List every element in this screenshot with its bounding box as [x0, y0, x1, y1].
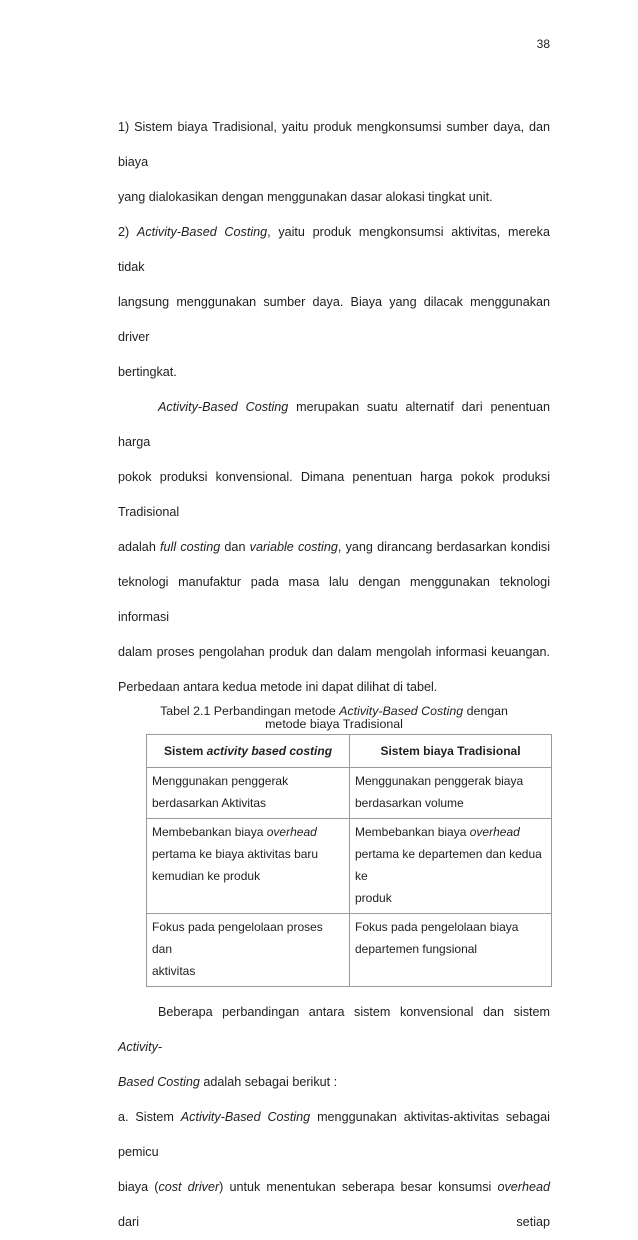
row1-left-line2: berdasarkan Aktivitas [152, 796, 267, 810]
row1-right-line1: Menggunakan penggerak biaya [355, 774, 524, 788]
row2-left-line1 [152, 821, 344, 843]
table-caption [118, 705, 550, 731]
para2-term: Activity-Based Costing [136, 225, 268, 239]
page-number: 38 [536, 37, 550, 51]
para3-line3-c: , yang dirancang berdasarkan kondisi [337, 540, 551, 554]
para5-line2-a: biaya ( [118, 1180, 159, 1194]
row2-right-line1-a: Membebankan biaya [355, 825, 470, 839]
caption-a: Tabel 2.1 Perbandingan metode [160, 704, 340, 718]
row3-right-line1: Fokus pada pengelolaan biaya [355, 920, 519, 934]
para2-line2: langsung menggunakan sumber daya. Biaya yang dilacak menggunakan driver [118, 295, 550, 344]
row2-left-term: overhead [266, 825, 317, 839]
row2-traditional-cell [350, 819, 552, 914]
para3-line3-a: adalah [118, 540, 161, 554]
table-row [147, 819, 552, 914]
row1-right-line2: berdasarkan volume [355, 796, 464, 810]
para3-term: Activity-Based Costing [158, 400, 289, 414]
row2-right-line3: produk [355, 891, 392, 905]
table-header-row [147, 735, 552, 768]
row2-abc-cell [147, 819, 350, 914]
para4-line1-term: Activity- [118, 1040, 163, 1054]
para5-term: Activity-Based Costing [180, 1110, 311, 1124]
para1-line2: yang dialokasikan dengan menggunakan dasar alokasi tingkat unit. [118, 190, 493, 204]
row3-abc-cell [147, 914, 350, 987]
para3-line6: Perbedaan antara kedua metode ini dapat dilihat di tabel. [118, 680, 438, 694]
para3-line1-rest: merupakan suatu alternatif dari penentuan harga [118, 400, 550, 449]
para4-line1-a: Beberapa perbandingan antara sistem konvensional dan sistem [158, 1005, 550, 1019]
row3-traditional-cell [350, 914, 552, 987]
para3-line1 [118, 390, 550, 460]
para5-line2 [118, 1170, 550, 1240]
para2-line3: bertingkat. [118, 365, 177, 379]
para5-term-overhead: overhead [497, 1180, 550, 1194]
caption-term: Activity-Based Costing [339, 704, 464, 718]
para4-line2 [118, 1065, 550, 1100]
para3-term-variable-costing: variable costing [249, 540, 338, 554]
row2-right-term: overhead [469, 825, 520, 839]
row2-right-line1 [355, 821, 546, 843]
para3-line5: dalam proses pengolahan produk dan dalam mengolah informasi keuangan. [118, 645, 550, 659]
para5-term-cost-driver: cost driver [158, 1180, 220, 1194]
para2-line1 [118, 215, 550, 285]
para3-line2: pokok produksi konvensional. Dimana penentuan harga pokok produksi Tradisional [118, 470, 550, 519]
para5-line2-b: ) untuk menentukan seberapa besar konsumsi [219, 1180, 498, 1194]
caption-b: dengan metode biaya Tradisional [265, 704, 508, 731]
header-traditional: Sistem biaya Tradisional [350, 735, 552, 768]
para3-line3 [118, 530, 550, 565]
para5-line1-rest: menggunakan aktivitas-aktivitas sebagai pemicu [118, 1110, 550, 1159]
para3-line3-b: dan [220, 540, 250, 554]
para4-line2-rest: adalah sebagai berikut : [199, 1075, 338, 1089]
para1-line1: 1) Sistem biaya Tradisional, yaitu produk mengkonsumsi sumber daya, dan biaya [118, 120, 550, 169]
table-row [147, 768, 552, 819]
row3-left-line2: aktivitas [152, 964, 196, 978]
header-abc-a: Sistem [163, 744, 207, 758]
row2-left-line3: kemudian ke produk [152, 869, 261, 883]
page-body [118, 110, 550, 1240]
header-abc [147, 735, 350, 768]
row2-right-line2: pertama ke departemen dan kedua ke [355, 847, 542, 883]
table-row [147, 914, 552, 987]
row1-abc-cell [147, 768, 350, 819]
row1-traditional-cell [350, 768, 552, 819]
after-table-section [118, 995, 550, 1240]
header-abc-term: activity based costing [206, 744, 333, 758]
para4-line2-term: Based Costing [118, 1075, 200, 1089]
para5-line2-c: dari setiap [118, 1215, 550, 1229]
row2-left-line2: pertama ke biaya aktivitas baru [152, 847, 319, 861]
row2-left-line1-a: Membebankan biaya [152, 825, 267, 839]
para3-line4: teknologi manufaktur pada masa lalu dengan menggunakan teknologi informasi [118, 575, 550, 624]
para4-line1 [118, 995, 550, 1065]
comparison-table [146, 734, 552, 987]
para5-prefix: a. Sistem [118, 1110, 181, 1124]
row3-left-line1: Fokus pada pengelolaan proses dan [152, 920, 323, 956]
para5-line1 [118, 1100, 550, 1170]
para3-term-full-costing: full costing [160, 540, 221, 554]
para2-line1-rest: , yaitu produk mengkonsumsi aktivitas, mereka tidak [118, 225, 550, 274]
row1-left-line1: Menggunakan penggerak [152, 774, 289, 788]
row3-right-line2: departemen fungsional [355, 942, 478, 956]
para2-prefix: 2) [118, 225, 137, 239]
